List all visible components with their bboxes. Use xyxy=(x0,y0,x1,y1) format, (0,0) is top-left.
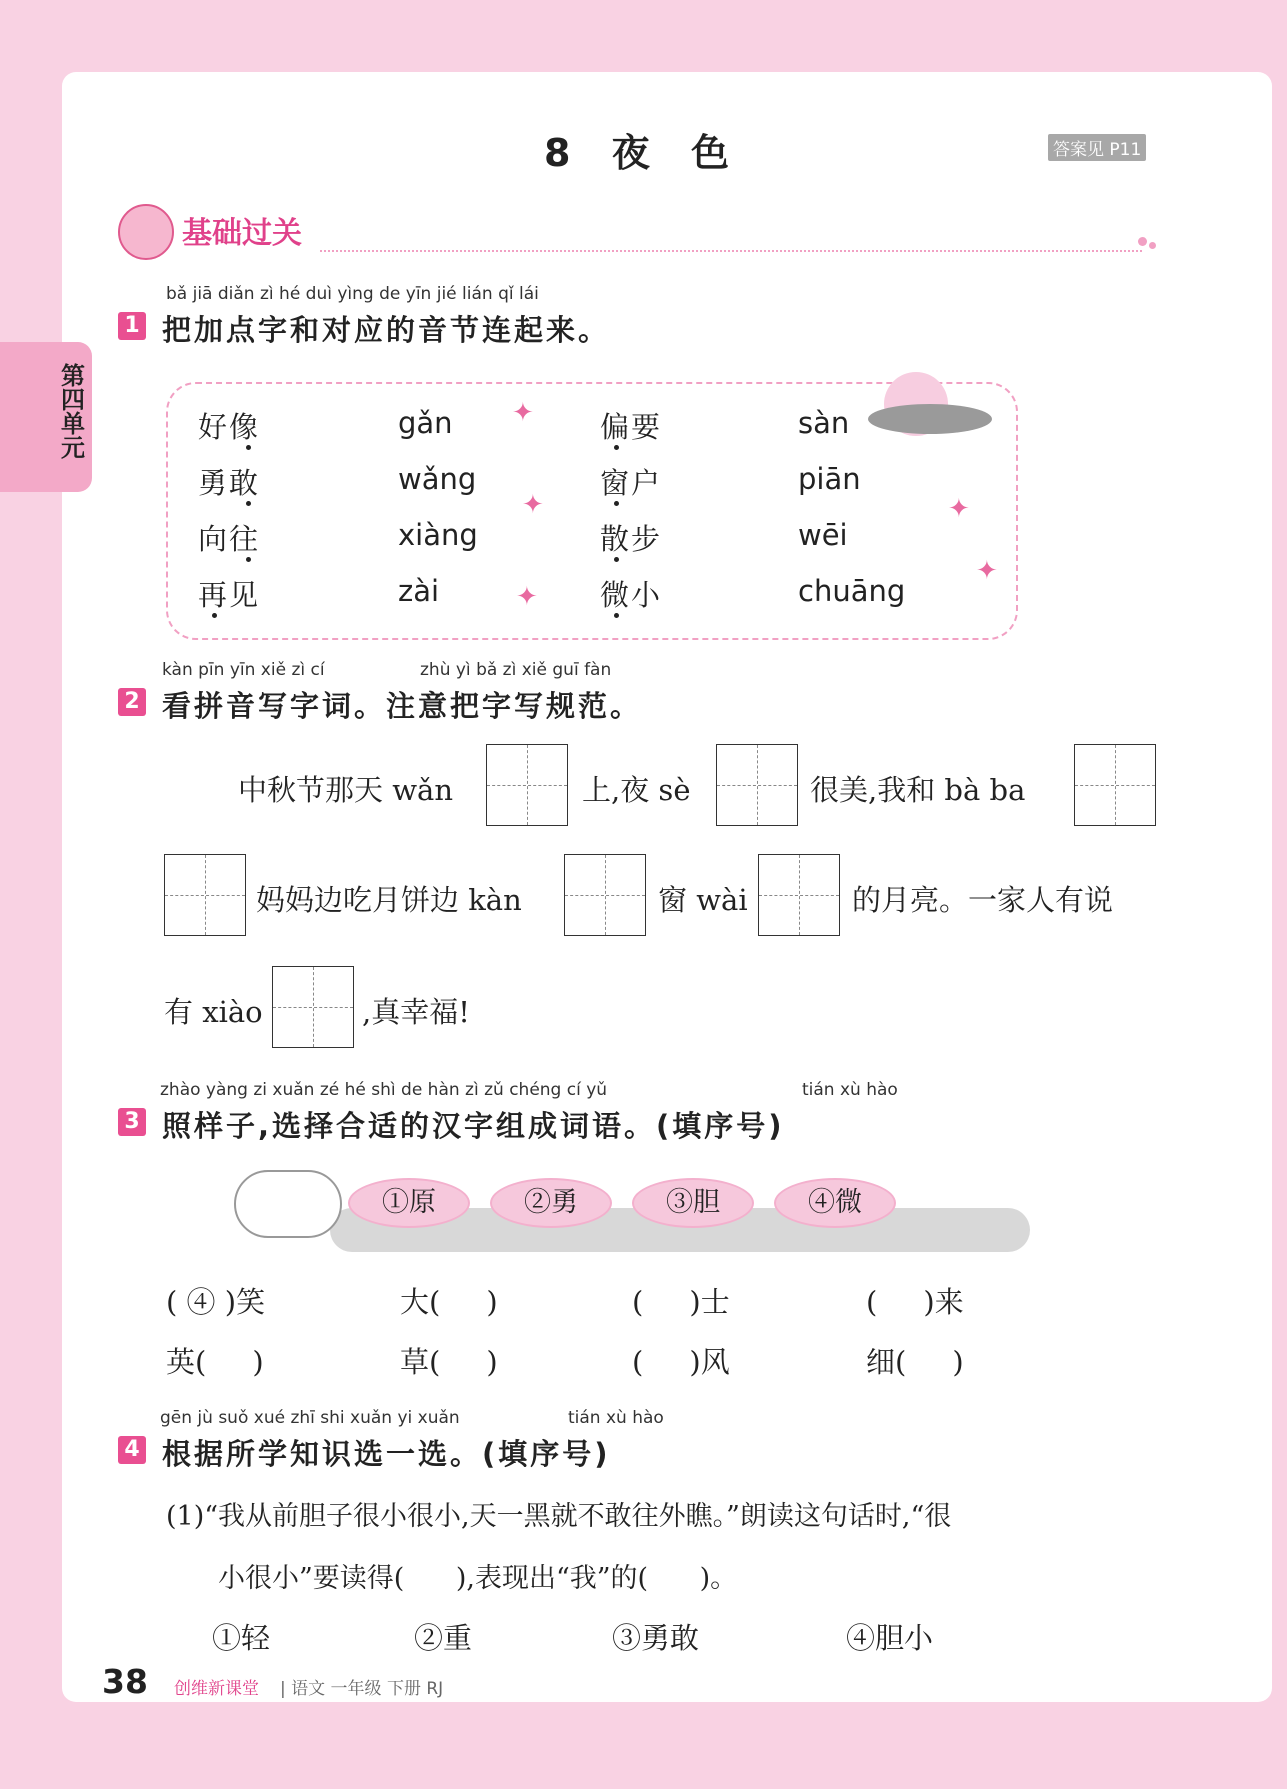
q4-choice: ②重 xyxy=(414,1621,473,1655)
q2-instruction: 看拼音写字词。注意把字写规范。 xyxy=(162,689,643,723)
page-number: 38 xyxy=(102,1662,148,1701)
q1-left-pinyin: wǎng xyxy=(398,462,477,496)
q1-right-pinyin: chuāng xyxy=(798,574,906,608)
q4-sub1-line1: (1)“我从前胆子很小很小,天一黑就不敢往外瞧。”朗读这句话时,“很 xyxy=(166,1501,952,1532)
q1-pinyin: bǎ jiā diǎn zì hé duì yìng de yīn jié lián qǐ lái xyxy=(166,284,539,304)
q4-sub1-line2: 小很小”要读得( ),表现出“我”的( )。 xyxy=(218,1563,738,1594)
q1-left-word: 再见 xyxy=(198,578,261,612)
q3-blank[interactable]: ( )来 xyxy=(866,1285,964,1319)
q2-text: 有 xiào xyxy=(164,995,263,1029)
cloud-icon xyxy=(868,404,992,434)
q1-right-word: 窗户 xyxy=(600,466,663,500)
q4-choice: ③勇敢 xyxy=(612,1621,700,1655)
q3-number: 3 xyxy=(118,1108,146,1136)
option-oval: ②勇 xyxy=(490,1178,612,1228)
q1-left-word: 好像 xyxy=(198,410,261,444)
emphasis-dot xyxy=(614,445,619,450)
option-oval: ①原 xyxy=(348,1178,470,1228)
q1-right-pinyin: piān xyxy=(798,462,861,496)
unit-side-tab-label: 第四单元 xyxy=(61,362,85,462)
q1-number: 1 xyxy=(118,312,146,340)
emphasis-dot xyxy=(212,613,217,618)
q2-text: 上,夜 sè xyxy=(582,773,691,807)
emphasis-dot xyxy=(614,613,619,618)
q3-blank[interactable]: ( )士 xyxy=(632,1285,730,1319)
emphasis-dot xyxy=(246,557,251,562)
writing-grid[interactable] xyxy=(164,854,246,936)
q3-pinyin: tián xù hào xyxy=(802,1080,898,1100)
q1-left-word: 向往 xyxy=(198,522,261,556)
answer-reference: 答案见 P11 xyxy=(1048,134,1146,161)
q2-pinyin: zhù yì bǎ zì xiě guī fàn xyxy=(420,660,612,680)
q1-left-pinyin: zài xyxy=(398,574,440,608)
q2-text: ,真幸福! xyxy=(362,995,470,1029)
q1-instruction: 把加点字和对应的音节连起来。 xyxy=(162,313,611,347)
q4-number: 4 xyxy=(118,1436,146,1464)
q1-right-pinyin: wēi xyxy=(798,518,848,552)
q3-blank[interactable]: 英( ) xyxy=(166,1345,264,1379)
emphasis-dot xyxy=(246,445,251,450)
writing-grid[interactable] xyxy=(1074,744,1156,826)
q3-blank[interactable]: ( )风 xyxy=(632,1345,730,1379)
q1-left-pinyin: xiàng xyxy=(398,518,478,552)
star-icon: ✦ xyxy=(516,582,538,612)
star-icon: ✦ xyxy=(976,556,998,586)
writing-grid[interactable] xyxy=(564,854,646,936)
option-oval: ④微 xyxy=(774,1178,896,1228)
q1-right-word: 散步 xyxy=(600,522,663,556)
q2-text: 窗 wài xyxy=(658,883,748,917)
q2-number: 2 xyxy=(118,688,146,716)
q2-pinyin: kàn pīn yīn xiě zì cí xyxy=(162,660,325,680)
decor-dot xyxy=(1138,237,1147,246)
writing-grid[interactable] xyxy=(716,744,798,826)
q1-right-word: 微小 xyxy=(600,578,663,612)
writing-grid[interactable] xyxy=(758,854,840,936)
writing-grid[interactable] xyxy=(486,744,568,826)
q4-choice: ①轻 xyxy=(212,1621,271,1655)
emphasis-dot xyxy=(614,501,619,506)
emphasis-dot xyxy=(614,557,619,562)
q3-pinyin: zhào yàng zi xuǎn zé hé shì de hàn zì zǔ chéng cí yǔ xyxy=(160,1080,608,1100)
q1-right-word: 偏要 xyxy=(600,410,663,444)
writing-grid[interactable] xyxy=(272,966,354,1048)
q2-text: 很美,我和 bà ba xyxy=(810,773,1026,807)
section-divider xyxy=(320,250,1142,252)
q2-text: 的月亮。一家人有说 xyxy=(852,883,1114,917)
section-cartoon-icon xyxy=(118,204,174,260)
q2-text: 妈妈边吃月饼边 kàn xyxy=(256,883,522,917)
decor-dot xyxy=(1149,242,1156,249)
q3-instruction: 照样子,选择合适的汉字组成词语。(填序号) xyxy=(162,1109,785,1143)
q4-instruction: 根据所学知识选一选。(填序号) xyxy=(162,1437,611,1471)
q3-blank[interactable]: 草( ) xyxy=(400,1345,498,1379)
lesson-title: 8 夜 色 xyxy=(544,131,743,175)
q1-left-word: 勇敢 xyxy=(198,466,261,500)
emphasis-dot xyxy=(246,501,251,506)
cloud-mascot-icon xyxy=(234,1170,342,1238)
footer-brand: 创维新课堂 xyxy=(174,1679,259,1699)
star-icon: ✦ xyxy=(948,494,970,524)
footer-info: | 语文 一年级 下册 RJ xyxy=(280,1679,444,1699)
q3-blank[interactable]: 细( ) xyxy=(866,1345,964,1379)
star-icon: ✦ xyxy=(512,398,534,428)
option-oval: ③胆 xyxy=(632,1178,754,1228)
q4-pinyin: gēn jù suǒ xué zhī shi xuǎn yi xuǎn xyxy=(160,1408,460,1428)
q1-left-pinyin: gǎn xyxy=(398,406,453,440)
star-icon: ✦ xyxy=(522,490,544,520)
q1-right-pinyin: sàn xyxy=(798,406,850,440)
q4-pinyin: tián xù hào xyxy=(568,1408,664,1428)
q3-blank[interactable]: ( ④ )笑 xyxy=(166,1285,266,1319)
section-title: 基础过关 xyxy=(182,216,302,251)
q2-text: 中秋节那天 wǎn xyxy=(238,773,454,807)
q3-blank[interactable]: 大( ) xyxy=(400,1285,498,1319)
q4-choice: ④胆小 xyxy=(846,1621,934,1655)
